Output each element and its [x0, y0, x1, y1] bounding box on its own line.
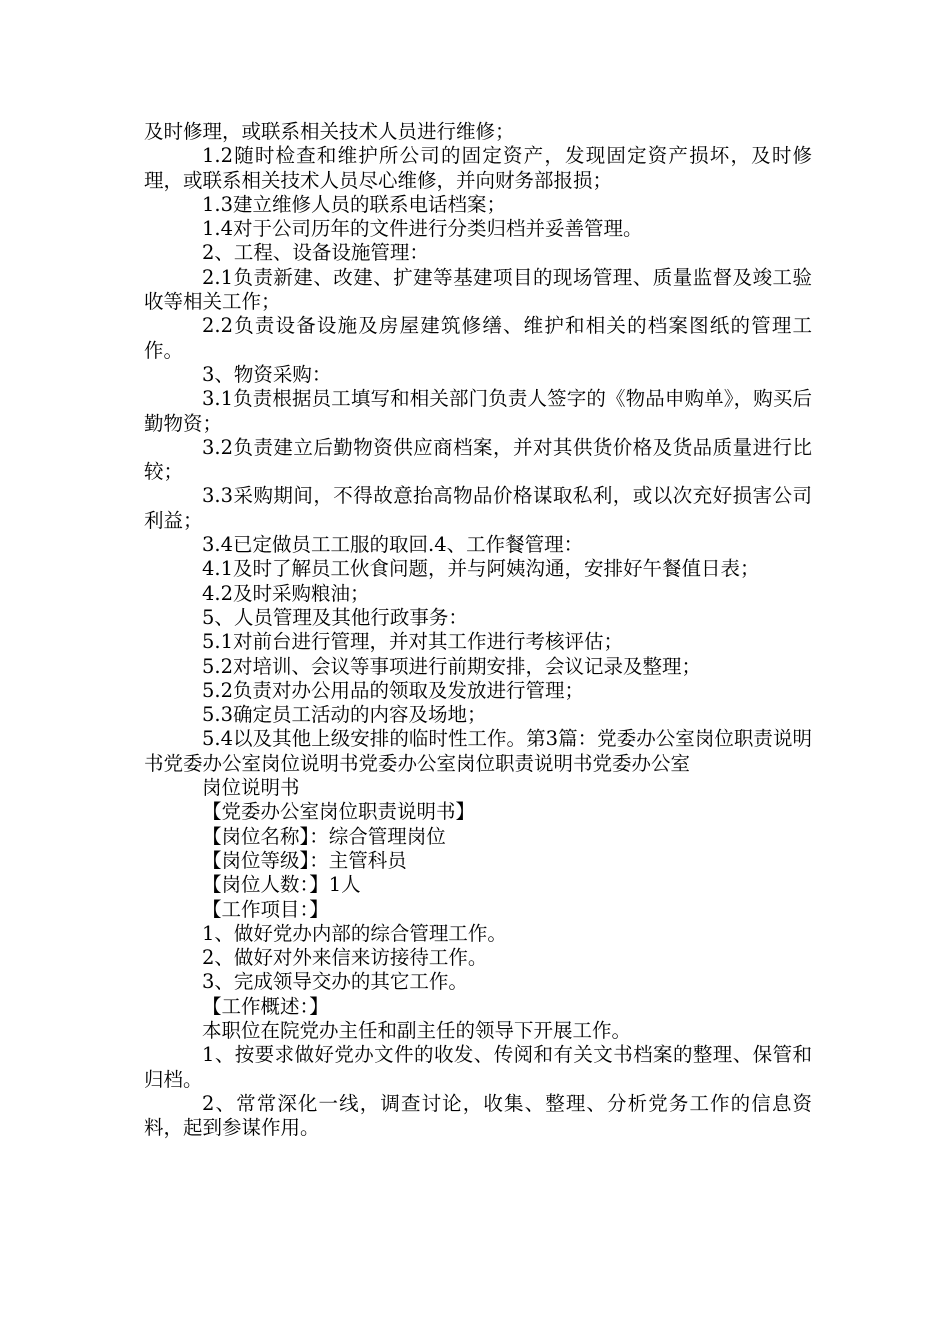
- document-paragraph: 3.4已定做员工工服的取回.4、工作餐管理：: [202, 533, 584, 557]
- document-paragraph: 2、做好对外来信来访接待工作。: [202, 946, 488, 970]
- document-paragraph: 及时修理，或联系相关技术人员进行维修；: [144, 120, 515, 143]
- document-paragraph: 1、做好党办内部的综合管理工作。: [202, 921, 507, 945]
- document-paragraph: 4.2及时采购粮油；: [202, 581, 370, 605]
- document-paragraph: 1.2随时检查和维护所公司的固定资产，发现固定资产损坏，及时修理，或联系相关技术人员尽心维修，并向财务部报损；: [144, 144, 812, 192]
- document-paragraph: 3、物资采购：: [202, 362, 332, 386]
- document-paragraph: 5.4以及其他上级安排的临时性工作。第3篇：党委办公室岗位职责说明书党委办公室岗位说明书党委办公室岗位职责说明书党委办公室: [144, 727, 812, 775]
- document-paragraph: 【党委办公室岗位职责说明书】: [202, 800, 476, 824]
- document-paragraph: 【岗位等级】：主管科员: [202, 848, 407, 872]
- document-paragraph: 5.1对前台进行管理，并对其工作进行考核评估；: [202, 630, 624, 654]
- document-paragraph: 2.2负责设备设施及房屋建筑修缮、维护和相关的档案图纸的管理工作。: [144, 314, 812, 362]
- document-paragraph: 4.1及时了解员工伙食问题，并与阿姨沟通，安排好午餐值日表；: [202, 557, 760, 581]
- document-paragraph: 1.4对于公司历年的文件进行分类归档并妥善管理。: [202, 217, 643, 241]
- document-paragraph: 5.2对培训、会议等事项进行前期安排，会议记录及整理；: [202, 654, 702, 678]
- document-paragraph: 1、按要求做好党办文件的收发、传阅和有关文书档案的整理、保管和归档。: [144, 1043, 812, 1091]
- document-paragraph: 5.3确定员工活动的内容及场地；: [202, 703, 487, 727]
- document-paragraph: 2、常常深化一线，调查讨论，收集、整理、分析党务工作的信息资料，起到参谋作用。: [144, 1091, 812, 1140]
- document-paragraph: 【岗位人数：】1人: [202, 873, 361, 897]
- document-paragraph: 5.2负责对办公用品的领取及发放进行管理；: [202, 678, 585, 702]
- document-paragraph: 本职位在院党办主任和副主任的领导下开展工作。: [202, 1018, 632, 1042]
- document-paragraph: 1.3建立维修人员的联系电话档案；: [202, 192, 507, 216]
- document-paragraph: 3.3采购期间，不得故意抬高物品价格谋取私利，或以次充好损害公司利益；: [144, 484, 812, 532]
- document-paragraph: 【工作概述：】: [202, 994, 329, 1018]
- document-paragraph: 岗位说明书: [202, 776, 300, 800]
- document-paragraph: 【岗位名称】：综合管理岗位: [202, 824, 446, 848]
- document-paragraph: 3.1负责根据员工填写和相关部门负责人签字的《物品申购单》，购买后勤物资；: [144, 387, 812, 435]
- document-paragraph: 2.1负责新建、改建、扩建等基建项目的现场管理、质量监督及竣工验收等相关工作；: [144, 265, 812, 314]
- document-paragraph: 3.2负责建立后勤物资供应商档案，并对其供货价格及货品质量进行比较；: [144, 435, 812, 484]
- document-paragraph: 3、完成领导交办的其它工作。: [202, 970, 468, 994]
- document-paragraph: 2、工程、设备设施管理：: [202, 241, 429, 265]
- document-paragraph: 【工作项目：】: [202, 897, 329, 921]
- document-paragraph: 5、人员管理及其他行政事务：: [202, 605, 468, 629]
- document-page: [144, 120, 812, 1140]
